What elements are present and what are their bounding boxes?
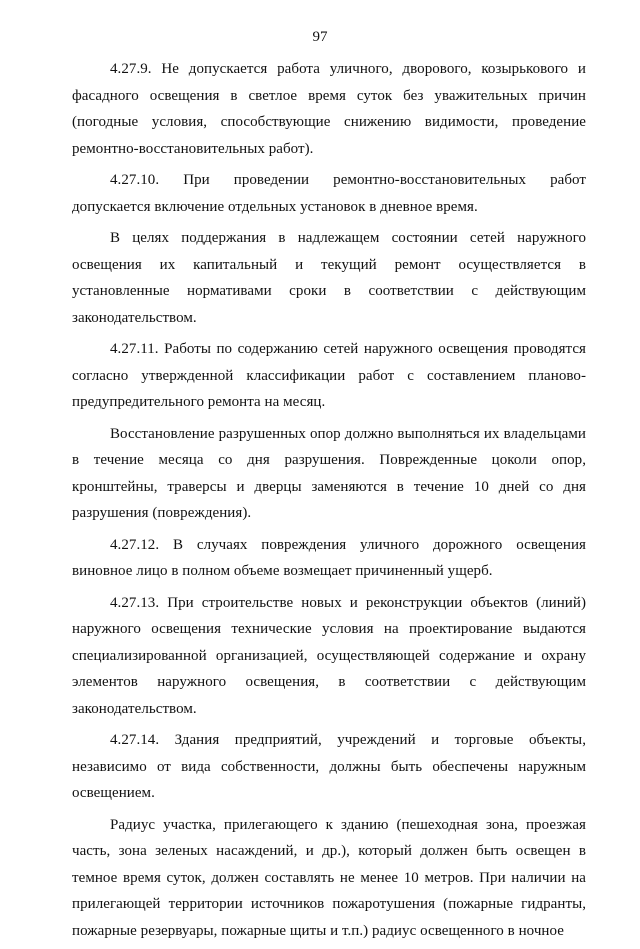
paragraph-lighting-radius: Радиус участка, прилегающего к зданию (пешеходная зона, проезжая часть, зона зеленых насаждений, и др.), который должен быть освещен в темное время суток, должен составлять не менее 10 метров. При наличии на прилегающей территории источников пожаротушения (пожарные гидранты, пожарные резервуары, пожарные щиты и т.п.) радиус освещенного в ночное [72, 816, 586, 939]
paragraph-4-27-10: 4.27.10. При проведении ремонтно-восстановительных работ допускается включение отдельных установок в дневное время. [72, 172, 586, 215]
paragraph-4-27-9: 4.27.9. Не допускается работа уличного, дворового, козырькового и фасадного освещения в светлое время суток без уважительных причин (погодные условия, способствующие снижению видимости, проведение ремонтно-восстановительных работ). [72, 61, 586, 157]
page-body [72, 56, 586, 949]
paragraph-4-27-14: 4.27.14. Здания предприятий, учреждений и торговые объекты, независимо от вида собственности, должны быть обеспечены наружным освещением. [72, 732, 586, 801]
paragraph-repair-networks: В целях поддержания в надлежащем состоянии сетей наружного освещения их капитальный и текущий ремонт осуществляется в установленные нормативами сроки в соответствии с действующим законодательством. [72, 230, 586, 326]
paragraph-4-27-13: 4.27.13. При строительстве новых и реконструкции объектов (линий) наружного освещения технические условия на проектирование выдаются специализированной организацией, осуществляющей содержание и охрану элементов наружного освещения, в соответствии с действующим законодательством. [72, 594, 586, 717]
page-number: 97 [312, 29, 328, 45]
paragraph-pole-restoration: Восстановление разрушенных опор должно выполняться их владельцами в течение месяца со дня разрушения. Поврежденные цоколи опор, кронштейны, траверсы и дверцы заменяются в течение 10 дней со дня разрушения (повреждения). [72, 425, 586, 521]
paragraph-4-27-11: 4.27.11. Работы по содержанию сетей наружного освещения проводятся согласно утвержденной классификации работ с составлением планово-предупредительного ремонта на месяц. [72, 341, 586, 410]
paragraph-4-27-12: 4.27.12. В случаях повреждения уличного дорожного освещения виновное лицо в полном объеме возмещает причиненный ущерб. [72, 536, 586, 579]
